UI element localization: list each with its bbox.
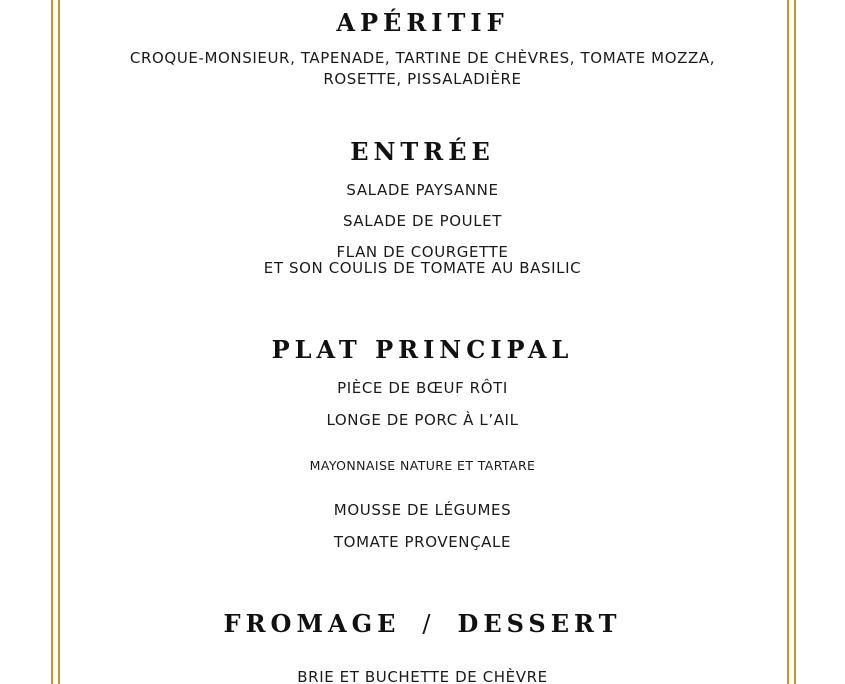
plat-item: MOUSSE DE LÉGUMES: [333, 501, 512, 519]
aperitif-line-1: CROQUE-MONSIEUR, TAPENADE, TARTINE DE CHÈVRES, TOMATE MOZZA,: [129, 49, 716, 67]
entree-heading: ENTRÉE: [350, 137, 495, 166]
entree-item: SALADE PAYSANNE: [346, 181, 499, 199]
plat-item: LONGE DE PORC À L’AIL: [326, 411, 519, 429]
aperitif-line-2: ROSETTE, PISSALADIÈRE: [323, 70, 522, 88]
entree-item: ET SON COULIS DE TOMATE AU BASILIC: [263, 259, 582, 277]
aperitif-heading: APÉRITIF: [336, 8, 509, 37]
entree-item: SALADE DE POULET: [342, 212, 503, 230]
plat-principal-heading: PLAT PRINCIPAL: [271, 335, 574, 364]
fromage-heading: FROMAGE: [223, 609, 401, 638]
heading-separator: /: [422, 610, 436, 638]
fromage-dessert-heading: [0, 609, 845, 638]
entree-item: FLAN DE COURGETTE: [336, 243, 509, 261]
plat-sauce-item: MAYONNAISE NATURE ET TARTARE: [309, 458, 536, 473]
plat-item: TOMATE PROVENÇALE: [333, 533, 512, 551]
dessert-heading: DESSERT: [457, 609, 622, 638]
plat-item: PIÈCE DE BŒUF RÔTI: [337, 379, 508, 397]
fromage-dessert-item: BRIE ET BUCHETTE DE CHÈVRE: [297, 668, 548, 684]
